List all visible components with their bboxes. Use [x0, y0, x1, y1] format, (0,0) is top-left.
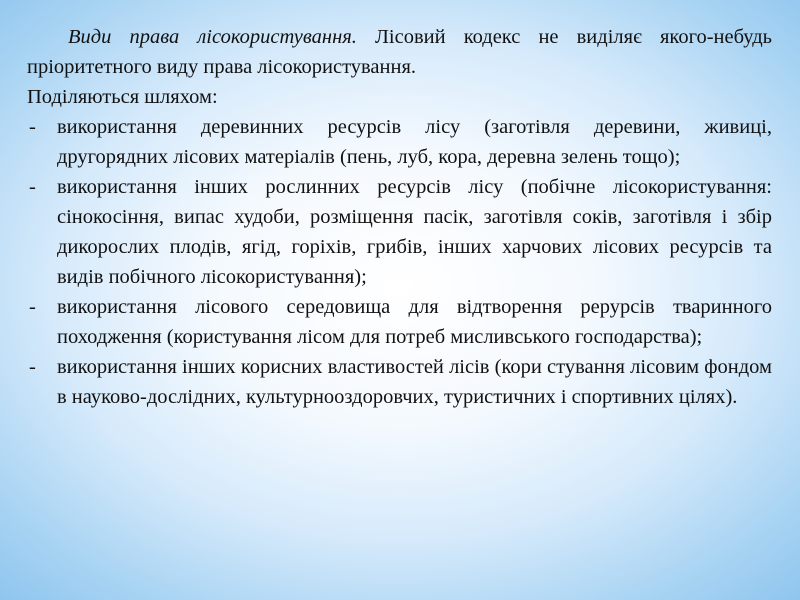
list-item	[27, 112, 772, 172]
intro-subtitle: Поділяються шляхом:	[27, 86, 218, 108]
bullet-dash: -	[29, 296, 36, 318]
bullet-dash: -	[29, 116, 36, 138]
list-item-text: використання інших рослинних ресурсів лісу (побічне лісокористування: сінокосіння, випас худоби, розміщення пасік, заготівля соків, заготівля і збір дикорослих плодів, ягід, горіхів, грибів, інших харчових лісових ресурсів та видів побічного лісокористування);	[57, 176, 772, 288]
intro-paragraph	[27, 22, 772, 82]
bullet-dash: -	[29, 356, 36, 378]
list-item-text: використання інших корисних властивостей лісів (кори стування лісовим фондом в науково-дослідних, культурнооздоровчих, туристичних і спортивних цілях).	[57, 356, 772, 408]
intro-text: Лісовий кодекс не виділяє якого-небудь пріоритетного виду права лісокористування.	[27, 26, 772, 78]
list-item	[27, 352, 772, 412]
list-item-text: використання деревинних ресурсів лісу (заготівля деревини, живиці, другорядних лісових матеріалів (пень, луб, кора, деревна зелень тощо);	[57, 116, 772, 168]
list-item	[27, 292, 772, 352]
rights-list	[27, 112, 772, 412]
list-item-text: використання лісового середовища для відтворення рерурсів тваринного походження (користування лісом для потреб мисливського господарства);	[57, 296, 772, 348]
intro-heading: Види права лісокористування.	[68, 26, 357, 48]
bullet-dash: -	[29, 176, 36, 198]
list-item	[27, 172, 772, 292]
